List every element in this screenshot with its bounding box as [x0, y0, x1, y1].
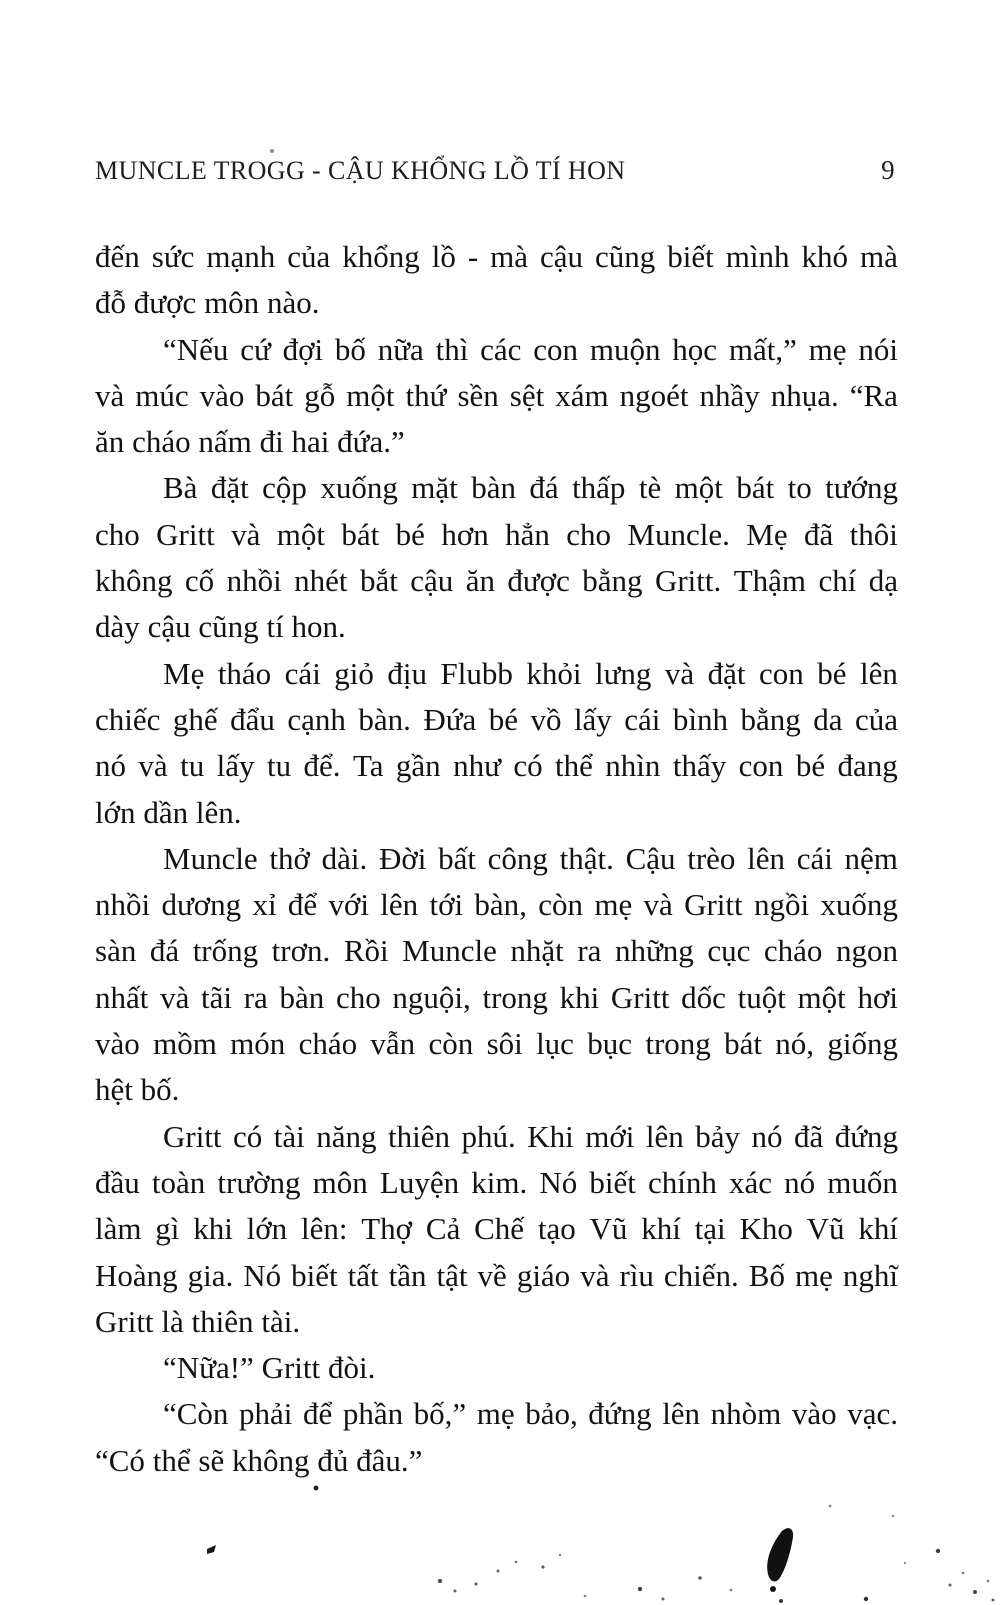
text-line: nhồi dương xỉ để với lên tới bàn, còn mẹ và Gritt ngồi xuống: [95, 887, 898, 923]
ink-speck: [864, 1597, 868, 1601]
ink-speck: [454, 1590, 457, 1593]
ink-smudge: [767, 1528, 793, 1581]
text-line: Hoàng gia. Nó biết tất tần tật về giáo và rìu chiến. Bố mẹ nghĩ: [95, 1257, 898, 1293]
text-line: lớn dần lên.: [95, 794, 242, 830]
text-line: Gritt là thiên tài.: [95, 1303, 301, 1339]
page-body-text: [95, 238, 898, 1488]
text-line: dày cậu cũng tí hon.: [95, 609, 346, 645]
text-line: nó và tu lấy tu để. Ta gần như có thể nhìn thấy con bé đang: [95, 748, 898, 784]
text-line: Muncle thở dài. Đời bất công thật. Cậu trèo lên cái nệm: [163, 840, 898, 876]
text-line: không cố nhồi nhét bắt cậu ăn được bằng Gritt. Thậm chí dạ: [95, 563, 898, 599]
text-line: “Nữa!” Gritt đòi.: [163, 1350, 376, 1386]
ink-speck: [270, 149, 274, 153]
ink-speck: [515, 1561, 518, 1564]
ink-speck: [962, 1572, 965, 1575]
text-line: “Có thể sẽ không đủ đâu.”: [95, 1442, 423, 1478]
text-line: Mẹ tháo cái giỏ địu Flubb khỏi lưng và đặt con bé lên: [163, 655, 898, 691]
text-line: đỗ được môn nào.: [95, 285, 320, 321]
ink-speck: [497, 1570, 500, 1573]
ink-speck: [779, 1599, 783, 1603]
ink-speck: [207, 1545, 216, 1554]
ink-speck: [936, 1549, 940, 1553]
ink-speck: [904, 1562, 906, 1564]
text-line: Gritt có tài năng thiên phú. Khi mới lên bảy nó đã đứng: [163, 1118, 898, 1154]
ink-speck: [638, 1587, 642, 1591]
text-line: ăn cháo nấm đi hai đứa.”: [95, 424, 405, 460]
text-line: “Nếu cứ đợi bố nữa thì các con muộn học mất,” mẹ nói: [163, 331, 898, 367]
ink-speck: [973, 1590, 977, 1594]
running-title: MUNCLE TROGG - CẬU KHỔNG LỒ TÍ HON: [95, 156, 626, 185]
ink-speck: [662, 1598, 665, 1601]
text-line: đầu toàn trường môn Luyện kim. Nó biết chính xác nó muốn: [95, 1164, 898, 1200]
page-number: 9: [881, 155, 895, 185]
text-line: cho Gritt và một bát bé hơn hẳn cho Muncle. Mẹ đã thôi: [95, 516, 898, 552]
text-line: làm gì khi lớn lên: Thợ Cả Chế tạo Vũ khí tại Kho Vũ khí: [95, 1211, 898, 1247]
ink-speck: [559, 1554, 561, 1556]
ink-speck: [438, 1579, 442, 1583]
ink-speck: [992, 1599, 995, 1602]
ink-speck: [475, 1583, 478, 1586]
ink-speck: [584, 1595, 587, 1598]
text-line: nhất và tãi ra bàn cho nguội, trong khi Gritt dốc tuột một hơi: [95, 979, 898, 1015]
text-line: vào mồm món cháo vẫn còn sôi lục bục trong bát nó, giống: [95, 1026, 898, 1062]
text-line: và múc vào bát gỗ một thứ sền sệt xám ngoét nhầy nhụa. “Ra: [95, 377, 898, 413]
text-line: sàn đá trống trơn. Rồi Muncle nhặt ra những cục cháo ngon: [95, 933, 898, 969]
ink-speck: [541, 1565, 544, 1568]
ink-speck: [892, 1515, 895, 1518]
text-line: Bà đặt cộp xuống mặt bàn đá thấp tè một bát to tướng: [163, 470, 898, 506]
ink-speck: [987, 1580, 990, 1583]
ink-speck: [698, 1576, 702, 1580]
ink-speck: [730, 1589, 733, 1592]
ink-speck: [949, 1584, 952, 1587]
text-line: chiếc ghế đẩu cạnh bàn. Đứa bé vồ lấy cái bình bằng da của: [95, 701, 898, 737]
page-header: [95, 156, 895, 185]
text-line: đến sức mạnh của khổng lồ - mà cậu cũng biết mình khó mà: [95, 239, 898, 274]
ink-speck: [829, 1505, 832, 1508]
text-line: “Còn phải để phần bố,” mẹ bảo, đứng lên nhòm vào vạc.: [163, 1396, 898, 1432]
ink-speck: [770, 1586, 776, 1592]
text-line: hệt bố.: [95, 1072, 180, 1108]
